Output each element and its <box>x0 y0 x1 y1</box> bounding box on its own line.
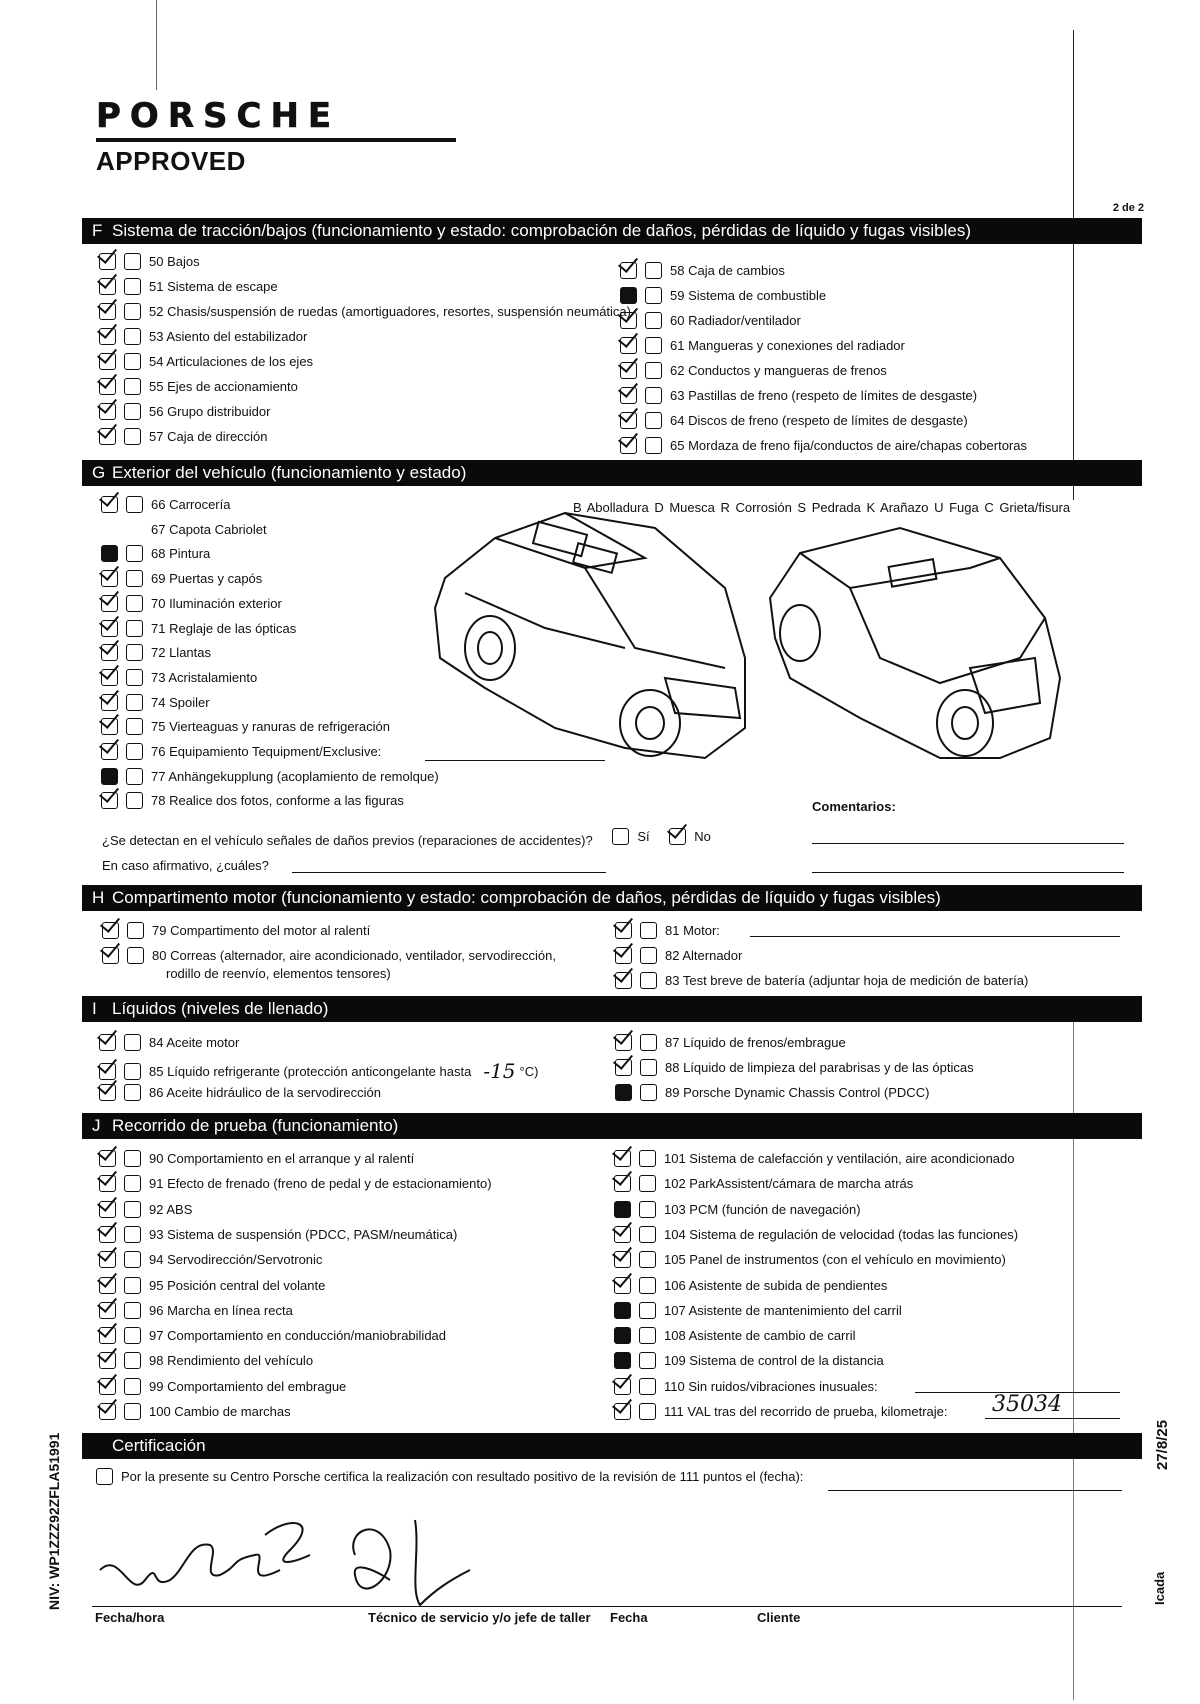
section-letter: H <box>92 888 105 907</box>
checkbox-ok[interactable] <box>615 1059 632 1076</box>
section-letter: G <box>92 463 106 482</box>
item-label: 111 VAL tras del recorrido de prueba, kilometraje: <box>664 1404 948 1419</box>
check-item[interactable] <box>620 387 977 404</box>
car-rear-view-icon <box>770 528 1060 758</box>
checkbox-ok[interactable] <box>99 1378 116 1395</box>
item-label: 65 Mordaza de freno fija/conductos de aire/chapas cobertoras <box>670 438 1027 453</box>
check-item[interactable] <box>620 437 1027 454</box>
checkbox-nok[interactable] <box>645 362 662 379</box>
checkbox-ok[interactable] <box>614 1201 631 1218</box>
option-no[interactable] <box>669 828 711 845</box>
scan-edge-line <box>1073 30 1074 500</box>
item-label: 99 Comportamiento del embrague <box>149 1378 347 1394</box>
item-label: 110 Sin ruidos/vibraciones inusuales: <box>664 1378 878 1394</box>
coolant-value[interactable]: -15 <box>483 1059 516 1083</box>
porsche-logo <box>96 96 456 177</box>
page-number: 2 de 2 <box>1112 202 1144 214</box>
checkbox-nok[interactable] <box>124 328 141 345</box>
sig-label-date: Fecha <box>610 1610 648 1625</box>
checkbox-nok[interactable] <box>639 1251 656 1268</box>
section-cert-header <box>82 1433 1142 1459</box>
brand-wordmark: PORSCHE <box>96 96 341 136</box>
checkbox-nok[interactable] <box>126 694 143 711</box>
checkbox-ok[interactable] <box>101 496 118 513</box>
checkbox-nok[interactable] <box>640 922 657 939</box>
checkbox-nok[interactable] <box>124 1403 141 1420</box>
checkbox-nok[interactable] <box>126 669 143 686</box>
checkbox-nok[interactable] <box>640 972 657 989</box>
check-item[interactable] <box>614 1352 884 1369</box>
checkbox-ok[interactable] <box>614 1251 631 1268</box>
check-item[interactable] <box>615 1084 929 1101</box>
item-label: 83 Test breve de batería (adjuntar hoja de medición de batería) <box>665 973 1029 988</box>
checkbox-nok[interactable] <box>645 412 662 429</box>
check-item[interactable] <box>101 768 439 785</box>
item-label: 60 Radiador/ventilador <box>670 313 801 328</box>
sig-label-technician: Técnico de servicio y/o jefe de taller <box>368 1610 591 1625</box>
checkbox-nok[interactable] <box>126 644 143 661</box>
section-letter: J <box>92 1116 101 1135</box>
checkbox-nok[interactable] <box>127 922 144 939</box>
item-label: 64 Discos de freno (respeto de límites de desgaste) <box>670 413 968 428</box>
item-label: 86 Aceite hidráulico de la servodirección <box>149 1085 381 1100</box>
car-front-view-icon <box>435 513 745 758</box>
item-label: 109 Sistema de control de la distancia <box>664 1353 884 1369</box>
checkbox-nok[interactable] <box>124 1201 141 1218</box>
check-item[interactable] <box>99 1034 239 1051</box>
option-yes[interactable] <box>612 828 649 845</box>
checkbox-nok[interactable] <box>645 287 662 304</box>
checkbox-nok[interactable] <box>640 947 657 964</box>
check-item[interactable] <box>101 620 296 637</box>
check-item[interactable] <box>614 1251 1006 1268</box>
checkbox-nok[interactable] <box>126 545 143 562</box>
item-label: 78 Realice dos fotos, conforme a las figuras <box>151 793 404 809</box>
prior-damage-question <box>102 828 711 848</box>
item-label: 102 ParkAssistent/cámara de marcha atrás <box>664 1176 914 1192</box>
question-text: ¿Se detectan en el vehículo señales de daños previos (reparaciones de accidentes)? <box>102 833 593 848</box>
checkbox-nok[interactable] <box>126 496 143 513</box>
checkbox-nok[interactable] <box>126 768 143 785</box>
check-item[interactable] <box>614 1403 948 1420</box>
followup-line[interactable] <box>292 872 606 873</box>
comments-line[interactable] <box>812 843 1124 844</box>
item-label: 73 Acristalamiento <box>151 669 258 685</box>
section-letter: F <box>92 221 103 240</box>
check-item[interactable] <box>99 1226 457 1243</box>
check-item[interactable] <box>99 328 307 345</box>
checkbox-nok[interactable] <box>639 1302 656 1319</box>
checkbox-nok[interactable] <box>640 1084 657 1101</box>
checkbox-yes[interactable] <box>612 828 629 845</box>
cert-date-line[interactable] <box>828 1490 1122 1491</box>
check-item[interactable] <box>99 1277 325 1294</box>
item-label: 82 Alternador <box>665 948 743 963</box>
item-label: 89 Porsche Dynamic Chassis Control (PDCC) <box>665 1085 930 1100</box>
checkbox-nok[interactable] <box>639 1352 656 1369</box>
checkbox-ok[interactable] <box>614 1277 631 1294</box>
checkbox-nok[interactable] <box>126 570 143 587</box>
item-label: 85 Líquido refrigerante (protección anticongelante hasta <box>149 1063 472 1079</box>
item-label: 98 Rendimiento del vehículo <box>149 1353 314 1369</box>
checkbox-nok[interactable] <box>124 428 141 445</box>
section-f-header <box>82 218 1142 244</box>
item-label: 50 Bajos <box>149 254 200 269</box>
item-label: 63 Pastillas de freno (respeto de límites de desgaste) <box>670 388 978 403</box>
item-label: 56 Grupo distribuidor <box>149 404 271 419</box>
check-item[interactable] <box>99 1378 346 1395</box>
item-label: 74 Spoiler <box>151 694 210 710</box>
check-item[interactable] <box>615 1059 974 1076</box>
item-label: 59 Sistema de combustible <box>670 288 827 303</box>
check-item[interactable] <box>614 1327 856 1344</box>
check-item[interactable] <box>101 669 257 686</box>
checkbox-ok[interactable] <box>620 262 637 279</box>
checkbox-ok[interactable] <box>99 1251 116 1268</box>
checkbox-nok[interactable] <box>124 1277 141 1294</box>
item-label: 51 Sistema de escape <box>149 279 278 294</box>
checkbox-nok[interactable] <box>639 1327 656 1344</box>
checkbox-ok[interactable] <box>99 1352 116 1369</box>
item-label: 81 Motor: <box>665 923 720 938</box>
checkbox-ok[interactable] <box>614 1302 631 1319</box>
check-item[interactable] <box>620 312 801 329</box>
checkbox-nok[interactable] <box>124 1150 141 1167</box>
item-label: 61 Mangueras y conexiones del radiador <box>670 338 905 353</box>
signature-line <box>92 1606 1122 1607</box>
item-label: 71 Reglaje de las ópticas <box>151 620 297 636</box>
item-label: 87 Líquido de frenos/embrague <box>665 1035 846 1050</box>
checkbox-ok[interactable] <box>614 1352 631 1369</box>
checkbox-nok[interactable] <box>127 947 144 964</box>
item-label: 66 Carrocería <box>151 497 231 512</box>
check-item[interactable] <box>99 403 270 420</box>
followup-question: En caso afirmativo, ¿cuáles? <box>102 858 269 873</box>
section-title: Certificación <box>112 1436 206 1455</box>
check-item[interactable] <box>99 1327 446 1344</box>
checkbox-nok[interactable] <box>124 378 141 395</box>
section-title: Exterior del vehículo (funcionamiento y estado) <box>112 463 467 482</box>
check-item[interactable] <box>99 278 278 295</box>
checkbox-nok[interactable] <box>124 303 141 320</box>
logo-underline <box>96 138 456 142</box>
checkbox-nok[interactable] <box>645 262 662 279</box>
checkbox-nok[interactable] <box>645 312 662 329</box>
sig-label-date-time: Fecha/hora <box>95 1610 165 1625</box>
checkbox-ok[interactable] <box>99 1201 116 1218</box>
section-j-header <box>82 1113 1142 1139</box>
checkbox-ok[interactable] <box>620 437 637 454</box>
check-item[interactable] <box>102 922 370 939</box>
check-item[interactable] <box>99 1084 381 1101</box>
checkbox-ok[interactable] <box>614 1403 631 1420</box>
checkbox-ok[interactable] <box>615 1084 632 1101</box>
check-item[interactable] <box>614 1302 902 1319</box>
item-label: 104 Sistema de regulación de velocidad (todas las funciones) <box>664 1226 1019 1242</box>
item-label: 55 Ejes de accionamiento <box>149 379 298 394</box>
item-label: 91 Efecto de frenado (freno de pedal y de estacionamiento) <box>149 1176 492 1192</box>
item-continuation <box>166 966 391 981</box>
item-label: 80 Correas (alternador, aire acondicionado, ventilador, servodirección, <box>152 948 556 963</box>
item-label: 106 Asistente de subida de pendientes <box>664 1277 888 1293</box>
check-item[interactable] <box>620 362 887 379</box>
checkbox-nok[interactable] <box>640 1034 657 1051</box>
motor-line[interactable] <box>750 936 1120 937</box>
checkbox-ok[interactable] <box>101 792 118 809</box>
item-label: 76 Equipamiento Tequipment/Exclusive: <box>151 744 382 759</box>
handwritten-signature <box>90 1510 510 1620</box>
checkbox-ok[interactable] <box>102 947 119 964</box>
certification-statement[interactable] <box>96 1468 803 1485</box>
section-title: Recorrido de prueba (funcionamiento) <box>112 1116 399 1135</box>
checkbox-nok[interactable] <box>124 1034 141 1051</box>
scan-edge-line <box>1073 1000 1074 1700</box>
side-stamp: Icada <box>1152 1571 1167 1605</box>
check-item[interactable] <box>101 521 267 538</box>
item-label: 107 Asistente de mantenimiento del carril <box>664 1302 902 1318</box>
check-item[interactable] <box>99 1059 538 1083</box>
item-label: 72 Llantas <box>151 645 211 661</box>
checkbox-nok[interactable] <box>124 353 141 370</box>
check-item[interactable] <box>620 412 968 429</box>
check-item[interactable] <box>101 595 282 612</box>
section-title: Líquidos (niveles de llenado) <box>112 999 329 1018</box>
check-item[interactable] <box>99 1175 492 1192</box>
checkbox-nok[interactable] <box>645 387 662 404</box>
checkbox-ok[interactable] <box>99 1403 116 1420</box>
checkbox-ok[interactable] <box>615 972 632 989</box>
item-label: 94 Servodirección/Servotronic <box>149 1252 323 1268</box>
checkbox-nok[interactable] <box>639 1226 656 1243</box>
side-date: 27/8/25 <box>1154 1419 1171 1470</box>
item-label: 58 Caja de cambios <box>670 263 785 278</box>
item-label: 53 Asiento del estabilizador <box>149 329 308 344</box>
checkbox-nok[interactable] <box>124 403 141 420</box>
checkbox-nok[interactable] <box>124 1378 141 1395</box>
equipment-line[interactable] <box>425 760 605 761</box>
checkbox-ok[interactable] <box>99 1175 116 1192</box>
checkbox-nok[interactable] <box>645 437 662 454</box>
item-label: 69 Puertas y capós <box>151 571 263 587</box>
item-label: 79 Compartimento del motor al ralentí <box>152 923 371 938</box>
checkbox-nok[interactable] <box>640 1059 657 1076</box>
checkbox-nok[interactable] <box>639 1277 656 1294</box>
check-item[interactable] <box>99 1302 293 1319</box>
mileage-line[interactable] <box>985 1418 1120 1419</box>
check-item[interactable] <box>101 496 230 513</box>
checkbox-nok[interactable] <box>124 1175 141 1192</box>
certification-checkbox[interactable] <box>96 1468 113 1485</box>
item-label: 54 Articulaciones de los ejes <box>149 354 314 369</box>
checkbox-nok[interactable] <box>639 1150 656 1167</box>
mileage-value[interactable]: 35034 <box>992 1392 1062 1417</box>
checkbox-nok[interactable] <box>126 743 143 760</box>
checkbox-nok[interactable] <box>124 278 141 295</box>
checkbox-nok[interactable] <box>126 792 143 809</box>
approved-label: APPROVED <box>96 146 246 176</box>
item-label: 88 Líquido de limpieza del parabrisas y de las ópticas <box>665 1060 974 1075</box>
check-item[interactable] <box>102 947 556 964</box>
checkbox-ok[interactable] <box>99 1277 116 1294</box>
checkbox-ok[interactable] <box>101 743 118 760</box>
item-label: 75 Vierteaguas y ranuras de refrigeración <box>151 719 390 735</box>
check-item[interactable] <box>99 1251 322 1268</box>
checkbox-nok[interactable] <box>124 1084 141 1101</box>
check-item[interactable] <box>101 718 390 735</box>
checkbox-nok[interactable] <box>126 718 143 735</box>
item-label: 57 Caja de dirección <box>149 429 268 444</box>
comments-line[interactable] <box>812 872 1124 873</box>
check-item[interactable] <box>614 1175 913 1192</box>
item-label: 67 Capota Cabriolet <box>151 521 267 537</box>
item-label: 77 Anhängekupplung (acoplamiento de remolque) <box>151 768 439 784</box>
check-item[interactable] <box>614 1201 861 1218</box>
checkbox-nok[interactable] <box>639 1201 656 1218</box>
item-label: 92 ABS <box>149 1201 193 1217</box>
item-label: 105 Panel de instrumentos (con el vehículo en movimiento) <box>664 1252 1006 1268</box>
check-item[interactable] <box>101 694 210 711</box>
item-label: 68 Pintura <box>151 546 211 562</box>
certification-text: Por la presente su Centro Porsche certifica la realización con resultado positivo de la revisión de 111 puntos el (fecha): <box>121 1469 804 1484</box>
item-label: rodillo de reenvío, elementos tensores) <box>166 966 391 981</box>
check-item[interactable] <box>620 337 905 354</box>
checkbox-nok[interactable] <box>124 1352 141 1369</box>
item-label: 90 Comportamiento en el arranque y al ralentí <box>149 1151 415 1166</box>
check-item[interactable] <box>614 1378 878 1395</box>
checkbox-ok[interactable] <box>614 1327 631 1344</box>
item-label: 108 Asistente de cambio de carril <box>664 1328 856 1344</box>
vin-number: NIV: WP1ZZZ92ZFLA51991 <box>46 1432 62 1610</box>
check-item[interactable] <box>99 1201 192 1218</box>
checkbox-nok[interactable] <box>126 620 143 637</box>
item-label: 101 Sistema de calefacción y ventilación, aire acondicionado <box>664 1151 1015 1166</box>
check-item[interactable] <box>620 262 785 279</box>
no-label: No <box>694 829 711 844</box>
item-label: 103 PCM (función de navegación) <box>664 1201 861 1217</box>
check-item[interactable] <box>615 1034 846 1051</box>
checkbox-ok[interactable] <box>99 1034 116 1051</box>
damage-legend: B Abolladura D Muesca R Corrosión S Pedrada K Arañazo U Fuga C Grieta/fisura <box>573 500 1071 515</box>
sig-label-client: Cliente <box>757 1610 801 1625</box>
check-item[interactable] <box>615 972 1028 989</box>
section-h-header <box>82 885 1142 911</box>
checkbox-ok[interactable] <box>614 1175 631 1192</box>
item-label: 84 Aceite motor <box>149 1035 240 1050</box>
checkbox-nok[interactable] <box>126 595 143 612</box>
item-label: 100 Cambio de marchas <box>149 1404 291 1419</box>
check-item[interactable] <box>614 1277 887 1294</box>
checkbox-nok[interactable] <box>124 1251 141 1268</box>
check-item[interactable] <box>101 570 262 587</box>
checkbox-nok[interactable] <box>639 1175 656 1192</box>
section-i-header <box>82 996 1142 1022</box>
item-label: 97 Comportamiento en conducción/maniobrabilidad <box>149 1328 447 1344</box>
checkbox-nok[interactable] <box>124 1327 141 1344</box>
check-item[interactable] <box>99 1150 414 1167</box>
check-item[interactable] <box>101 792 404 809</box>
check-item[interactable] <box>614 1150 1015 1167</box>
scan-edge-line <box>156 0 157 90</box>
checkbox-nok[interactable] <box>639 1403 656 1420</box>
checkbox-ok[interactable] <box>99 1084 116 1101</box>
checkbox-nok[interactable] <box>124 1063 141 1080</box>
car-diagram <box>425 498 1125 808</box>
checkbox-ok[interactable] <box>614 1378 631 1395</box>
comments-label: Comentarios: <box>812 799 896 814</box>
item-label: 52 Chasis/suspensión de ruedas (amortiguadores, resortes, suspensión neumática) <box>149 304 631 319</box>
section-title: Compartimento motor (funcionamiento y estado: comprobación de daños, pérdidas de líquido y fugas visibles) <box>112 888 941 907</box>
checkbox-nok[interactable] <box>124 1226 141 1243</box>
item-label: 95 Posición central del volante <box>149 1277 326 1293</box>
check-item[interactable] <box>99 303 631 320</box>
section-title: Sistema de tracción/bajos (funcionamiento y estado: comprobación de daños, pérdidas de líquido y fugas visibles) <box>112 221 971 240</box>
checkbox-nok[interactable] <box>645 337 662 354</box>
item-label: 93 Sistema de suspensión (PDCC, PASM/neumática) <box>149 1226 458 1242</box>
checkbox-nok[interactable] <box>124 253 141 270</box>
check-item[interactable] <box>620 287 826 304</box>
checkbox-nok[interactable] <box>639 1378 656 1395</box>
check-item[interactable] <box>99 378 298 395</box>
item-label: 62 Conductos y mangueras de frenos <box>670 363 887 378</box>
yes-label: Sí <box>637 829 650 844</box>
checkbox-no[interactable] <box>669 828 686 845</box>
check-item[interactable] <box>101 644 211 661</box>
checkbox-nok[interactable] <box>124 1302 141 1319</box>
check-item[interactable] <box>99 428 268 445</box>
check-item[interactable] <box>615 922 720 939</box>
check-item[interactable] <box>99 353 313 370</box>
check-item[interactable] <box>99 253 200 270</box>
item-label: 70 Iluminación exterior <box>151 595 282 611</box>
section-g-header <box>82 460 1142 486</box>
item-label: 96 Marcha en línea recta <box>149 1302 293 1318</box>
check-item[interactable] <box>99 1403 291 1420</box>
check-item[interactable] <box>101 743 381 760</box>
check-item[interactable] <box>614 1226 1018 1243</box>
check-item[interactable] <box>101 545 210 562</box>
checkbox-ok[interactable] <box>99 428 116 445</box>
check-item[interactable] <box>99 1352 313 1369</box>
check-item[interactable] <box>615 947 742 964</box>
section-letter: I <box>92 999 97 1018</box>
coolant-unit: °C) <box>519 1063 539 1079</box>
